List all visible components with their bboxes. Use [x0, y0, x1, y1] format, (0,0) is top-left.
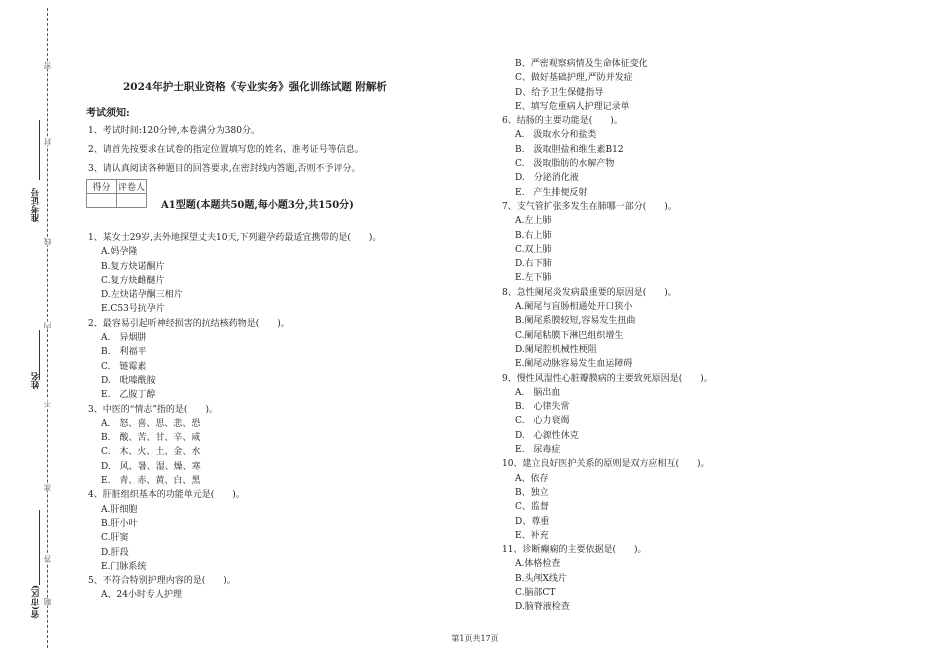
exam-number-underline: [39, 120, 40, 180]
answer-option: E、填写危重病人护理记录单: [515, 101, 630, 112]
seal-char-ti: 题: [43, 598, 52, 606]
answer-option: B、严密观察病情及生命体征变化: [515, 59, 648, 69]
answer-option: C. 木、火、土、金、水: [101, 447, 201, 458]
answer-option: D.右下肺: [515, 259, 552, 270]
left-question-column: [88, 231, 381, 603]
answer-option: E. 青、赤、黄、白、黑: [101, 476, 201, 487]
score-cell-blank: [87, 194, 117, 208]
answer-option: E.C53号抗孕片: [101, 304, 165, 315]
answer-option: A、依存: [515, 473, 549, 484]
binding-margin: [0, 0, 70, 671]
answer-option: B. 利福平: [101, 347, 147, 358]
answer-option: D. 风、暑、湿、燥、寒: [101, 461, 201, 472]
answer-option: D、尊重: [515, 516, 550, 527]
answer-option: D. 吡嗪酰胺: [101, 375, 156, 386]
question-text: 5、不符合特别护理内容的是( )。: [88, 576, 236, 587]
answer-option: A.左上肺: [515, 216, 552, 227]
seal-char-feng: 封: [43, 138, 52, 146]
answer-option: A. 异烟肼: [101, 333, 147, 344]
answer-option: C.复方炔雌醚片: [101, 275, 165, 286]
question-text: 1、某女士29岁,去外地探望丈夫10天,下列避孕药最适宜携带的是( )。: [88, 233, 382, 243]
answer-option: C.肝窦: [101, 533, 129, 544]
answer-option: D.肝段: [101, 547, 129, 558]
answer-option: A、24小时专人护理: [101, 590, 182, 601]
answer-option: E. 尿毒症: [515, 445, 561, 456]
answer-option: D、给予卫生保健指导: [515, 87, 604, 98]
question-text: 3、中医的“情志”指的是( )。: [88, 404, 218, 415]
region-underline: [39, 510, 40, 585]
score-box: [86, 179, 147, 208]
answer-option: D. 心源性休克: [515, 430, 579, 441]
page-footer: 第1页共17页: [451, 634, 499, 643]
name-label: 姓名: [31, 372, 41, 389]
right-question-column: [502, 57, 713, 615]
answer-option: B.复方炔诺酮片: [101, 261, 165, 272]
question-text: 10、建立良好医护关系的原则是双方应相互( )。: [502, 459, 710, 470]
answer-option: C.双上肺: [515, 244, 552, 255]
notice-item: 2、请首先按要求在试卷的指定位置填写您的姓名、准考证号等信息。: [88, 145, 364, 155]
answer-option: C. 汲取脂肪的水解产物: [515, 159, 615, 170]
answer-option: B.头颅X线片: [515, 573, 567, 584]
answer-option: D.脑脊液检查: [515, 602, 570, 613]
answer-option: B. 汲取胆盐和维生素B12: [515, 144, 624, 155]
seal-char-bu: 不: [43, 400, 52, 408]
answer-option: A.阑尾与盲肠相通处开口狭小: [515, 302, 633, 313]
notice-item: 1、考试时间:120分钟,本卷满分为380分。: [88, 126, 260, 136]
seal-char-mi: 密: [43, 62, 52, 70]
answer-option: D.左炔诺孕酮三相片: [101, 290, 183, 301]
question-text: 8、急性阑尾炎发病最重要的原因是( )。: [502, 287, 677, 298]
question-text: 4、肝脏组织基本的功能单元是( )。: [88, 490, 245, 501]
answer-option: E.左下肺: [515, 273, 552, 284]
answer-option: A. 汲取水分和盐类: [515, 130, 597, 141]
answer-option: E.门脉系统: [101, 561, 147, 572]
answer-option: C.阑尾粘膜下淋巴组织增生: [515, 330, 624, 341]
question-text: 11、诊断癫痫的主要依据是( )。: [502, 545, 647, 556]
answer-option: B.肝小叶: [101, 518, 138, 529]
seal-char-zhun: 准: [43, 484, 52, 492]
answer-option: E. 乙胺丁醇: [101, 390, 156, 401]
answer-option: D. 分泌消化液: [515, 173, 579, 184]
answer-option: C、做好基础护理,严防并发症: [515, 73, 633, 84]
answer-option: B. 酸、苦、甘、辛、咸: [101, 433, 201, 444]
answer-option: B.阑尾系膜较短,容易发生扭曲: [515, 316, 636, 327]
answer-option: A. 怒、喜、思、悲、恐: [101, 418, 201, 429]
exam-number-label: 准考证号: [31, 188, 41, 222]
notice-heading: 考试须知:: [86, 108, 130, 119]
question-text: 7、支气管扩张多发生在肺哪一部分( )。: [502, 201, 677, 212]
answer-option: E、补充: [515, 530, 549, 541]
question-text: 6、结肠的主要功能是( )。: [502, 116, 623, 127]
document-title: 2024年护士职业资格《专业实务》强化训练试题 附解析: [123, 81, 387, 93]
answer-option: C、监督: [515, 502, 549, 513]
answer-option: A.妈孕隆: [101, 247, 138, 258]
grader-cell-blank: [117, 194, 147, 208]
seal-char-xian: 线: [43, 238, 52, 246]
answer-option: A.肝细胞: [101, 504, 138, 515]
answer-option: E.阑尾动脉容易发生血运障碍: [515, 359, 633, 370]
seal-char-da: 答: [43, 555, 52, 563]
question-text: 2、最容易引起听神经损害的抗结核药物是( )。: [88, 318, 290, 329]
region-label: 省(市区): [31, 585, 41, 619]
notice-item: 3、请认真阅读各种题目的回答要求,在密封线内答题,否则不予评分。: [88, 164, 361, 174]
answer-option: D.阑尾腔机械性梗阻: [515, 344, 597, 355]
answer-option: C.脑部CT: [515, 587, 556, 598]
answer-option: E. 产生排便反射: [515, 187, 588, 198]
answer-option: A. 脑出血: [515, 387, 561, 398]
answer-option: A.体格检查: [515, 559, 561, 570]
question-text: 9、慢性风湿性心脏瓣膜病的主要致死原因是( )。: [502, 373, 713, 384]
answer-option: B、独立: [515, 487, 549, 498]
answer-option: C. 心力衰竭: [515, 416, 570, 427]
section-heading: A1型题(本题共50题,每小题3分,共150分): [161, 200, 354, 211]
answer-option: C. 链霉素: [101, 361, 147, 372]
answer-option: B. 心律失常: [515, 402, 570, 413]
seal-char-nei: 内: [43, 322, 52, 330]
score-cell-label: 得分: [87, 180, 117, 194]
answer-option: B.右上肺: [515, 230, 552, 241]
grader-cell-label: 评卷人: [117, 180, 147, 194]
